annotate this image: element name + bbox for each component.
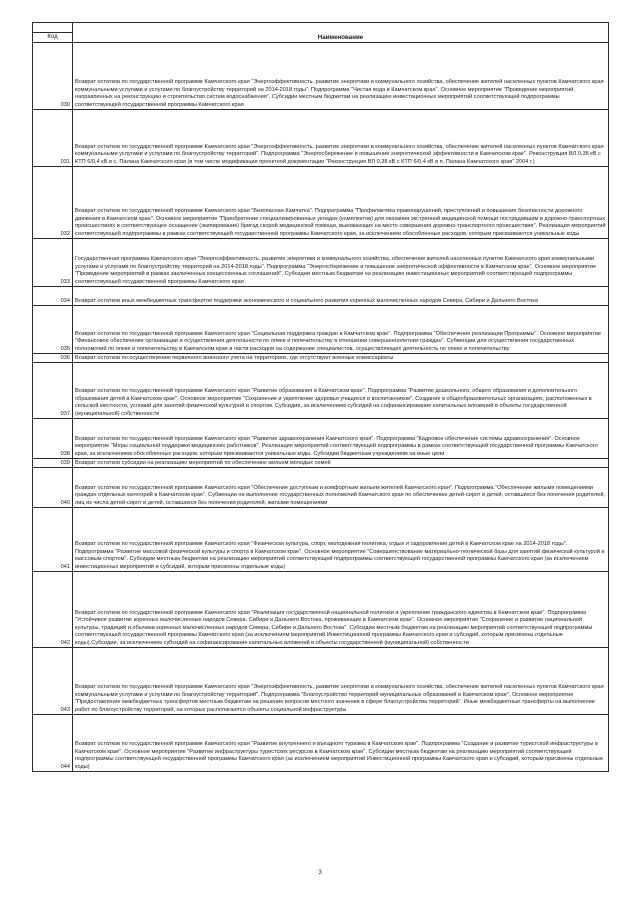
row-description: Возврат остатков по государственной программе Камчатского края "Развитие здравоохранения Камчатского края". Подпрограмма "Кадровое обеспечение системы здравоохранения". Основное мероприятие "Меры социальной поддержки медицинских работников". Реализация мероприятий соответствующей подпрограммы в рамках соответствующей государственной программы Камчатского края, за исключением обособленных расходов, которым присваиваются уникальные коды. Субсидии бюджетным учреждениям на иные цели — [73, 419, 609, 459]
row-code: 036 — [33, 354, 73, 363]
row-description: Возврат остатков по государственной программе Камчатского края "Безопасная Камчатка". Подпрограмма "Профилактика правонарушений, преступлений и повышение безопасности дорожного движения в Камчатском крае". Основное мероприятие "Приобретение специализированных укладок (комплектов) для оказания экстренной медицинской помощи пострадавшим в дорожно-транспортных происшествиях и соответствующее оснащение (экипирование) бригад скорой медицинской помощи, выезжающих на место совершения дорожно-транспортного происшествия". Реализация мероприятий соответствующей подпрограммы в рамках соответствующей государственной программы Камчатского края, за исключением обособленных расходов, которым присваиваются уникальные коды — [73, 167, 609, 239]
table-row — [33, 239, 609, 287]
row-code: 031 — [33, 110, 73, 167]
row-description: Возврат остатков по государственной программе Камчатского края "Обеспечение доступным и комфортным жильем жителей Камчатского края". Подпрограмма "Обеспечение жилыми помещениями граждан отдельных категорий в Камчатском крае". Субвенции на выполнение государственных полномочий Камчатского края по обеспечению детей-сирот и детей, оставшихся без попечения родителей, лиц из числа детей-сирот и детей, оставшихся без попечения родителей, жилыми помещениями — [73, 468, 609, 508]
row-code: 040 — [33, 468, 73, 508]
row-code: 037 — [33, 363, 73, 419]
row-description: Возврат остатков по государственной программе Камчатского края "Реализация государственной национальной политики и укрепление гражданского единства в Камчатском крае". Подпрограмма "Устойчивое развитие коренных малочисленных народов Севера, Сибири и Дальнего Востока, проживающих в Камчатском крае". Основное мероприятие "Сохранение и развитие национальной культуры, традиций и обычаев коренных малочисленных народов Севера, Сибири и Дальнего Востока". Субсидии местным бюджетам на реализацию мероприятий соответствующей подпрограммы соответствующей государственной программы Камчатского края (за исключением мероприятий Инвестиционной программы Камчатского края и субсидий, которым присвоены отдельные коды).Субсидии, за исключением субсидий на софинансирование капитальных вложений в объекты государственной (муниципальной) собственности — [73, 572, 609, 648]
header-name: Наименование — [73, 23, 609, 43]
row-description: Возврат остатков субсидии на реализацию мероприятий по обеспечению жильем молодых семей — [73, 459, 609, 468]
row-code: 039 — [33, 459, 73, 468]
table-row — [33, 508, 609, 572]
row-description: Государственная программа Камчатского края "Энергоэффективность, развитие энергетики и коммунального хозяйства, обеспечение жителей населенных пунктов Камчатского края коммунальными услугами и услугами по благоустройству территорий на 2014-2018 годы". Подпрограмма "Энергосбережение и повышение энергетической эффективности в Камчатском крае". Основное мероприятие "Проведение мероприятий в рамках заключенных концессионных соглашений". Субсидии местным бюджетам на реализацию инвестиционных мероприятий соответствующей подпрограммы соответствующей государственной программы Камчатского края — [73, 239, 609, 287]
table-row — [33, 459, 609, 468]
row-code: 041 — [33, 508, 73, 572]
row-description: Возврат остатков по государственной программе Камчатского края "Энергоэффективность, развитие энергетики и коммунального хозяйства, обеспечение жителей населенных пунктов Камчатского края коммунальными услугами и услугами по благоустройству территорий". Подпрограмма "Энергосбережение и повышение энергетической эффективности в Камчатском крае". Реконструкция ВЛ 0,38 кВ с КТП 6/0,4 кВ в с. Палана Камчатского края (в том числе модификация проектной документации "Реконструкция ВЛ 0,38 кВ с КТП 6/0,4 кВ в п. Палана Камчатского края" 2004 г.) — [73, 110, 609, 167]
table-header-row — [33, 23, 609, 33]
codes-table — [32, 22, 609, 772]
row-description: Возврат остатков по государственной программе Камчатского края "Социальная поддержка граждан в Камчатском крае". Подпрограмма "Обеспечение реализации Программы". Основное мероприятие "Финансовое обеспечение организации и осуществления деятельности по опеке и попечительству в отношении совершеннолетних граждан". Субвенции для осуществления государственных полномочий по опеке и попечительству в Камчатском крае в части расходов на содержание специалистов, осуществляющих деятельность по опеке и попечительству — [73, 306, 609, 354]
table-row — [33, 363, 609, 419]
header-blank-cell — [33, 23, 73, 33]
row-description: Возврат остатков по осуществлению первичного воинского учета на территориях, где отсутствуют военные комиссариаты — [73, 354, 609, 363]
table-row — [33, 306, 609, 354]
row-description: Возврат остатков по государственной программе Камчатского края "Развитие внутреннего и въездного туризма в Камчатском крае". Подпрограмма "Создание и развитие туристской инфраструктуры в Камчатском крае". Основное мероприятие "Развитие инфраструктуры туристских ресурсов в Камчатском крае". Субсидии местным бюджетам на реализацию мероприятий соответствующей подпрограммы соответствующей государственной программы Камчатского края (за исключением мероприятий Инвестиционной программы Камчатского края и субсидий, которым присвоены отдельные коды) — [73, 715, 609, 772]
row-code: 042 — [33, 572, 73, 648]
table-body — [33, 43, 609, 772]
table-row — [33, 715, 609, 772]
table-row — [33, 167, 609, 239]
row-code: 035 — [33, 306, 73, 354]
table-row — [33, 354, 609, 363]
table-row — [33, 110, 609, 167]
row-description: Возврат остатков по государственной программе Камчатского края "Энергоэффективность, развитие энергетики и коммунального хозяйства, обеспечение жителей населенных пунктов Камчатского края коммунальными услугами и услугами по благоустройству территорий". Подпрограмма "Благоустройство территорий муниципальных образований в Камчатском крае". Основное мероприятие "Предоставление межбюджетных трансфертов местным бюджетам на решение вопросов местного значения в сфере благоустройства территорий". Иные межбюджетные трансферты на выполнение работ по благоустройству территорий, на которых располагаются объекты социальной инфраструктуры — [73, 648, 609, 715]
row-code: 032 — [33, 167, 73, 239]
table-row — [33, 43, 609, 110]
page-number: 3 — [318, 870, 322, 876]
document-page — [32, 22, 608, 772]
row-description: Возврат остатков по государственной программе Камчатского края "Развитие образования в Камчатском крае". Подпрограмма "Развитие дошкольного, общего образования и дополнительного образования детей в Камчатском крае". Основное мероприятие "Сохранение и укрепление здоровья учащихся и воспитанников". Создание в общеобразовательных организациях, расположенных в сельской местности, условий для занятий физической культурой и спортом. Субсидии, за исключением субсидий на софинансирование капитальных вложений в объекты государственной (муниципальной) собственности — [73, 363, 609, 419]
row-description: Возврат остатков по государственной программе Камчатского края "Энергоэффективность, развитие энергетики и коммунального хозяйства, обеспечение жителей населенных пунктов Камчатского края коммунальными услугами и услугами по благоустройству территорий на 2014-2018 годы". Подпрограмма "Чистая вода в Камчатском крае". Основное мероприятие "Проведение мероприятий, направленных на реконструкцию и строительство систем водоснабжения". Субсидии местным бюджетам на реализацию инвестиционных мероприятий соответствующей подпрограммы соответствующей государственной программы Камчатского края — [73, 43, 609, 110]
table-row — [33, 648, 609, 715]
row-code: 033 — [33, 239, 73, 287]
table-row — [33, 572, 609, 648]
row-code: 030 — [33, 43, 73, 110]
row-code: 034 — [33, 287, 73, 306]
header-code: Код — [33, 33, 73, 43]
row-code: 038 — [33, 419, 73, 459]
row-description: Возврат остатков иных межбюджетных трансфертов поддержки экономического и социального развития коренных малочисленных народов Севера, Сибири и Дальнего Востока — [73, 287, 609, 306]
row-code: 044 — [33, 715, 73, 772]
table-row — [33, 419, 609, 459]
row-code: 043 — [33, 648, 73, 715]
table-row — [33, 287, 609, 306]
table-row — [33, 468, 609, 508]
row-description: Возврат остатков по государственной программе Камчатского края "Физическая культура, спорт, молодежная политика, отдых и оздоровление детей в Камчатском крае на 2014-2018 годы". Подпрограмма "Развитие массовой физической культуры и спорта в Камчатском крае". Основное мероприятие "Совершенствование материально-технической базы для занятий физической культурой и массовым спортом". Субсидии местным бюджетам на реализацию мероприятий соответствующей подпрограммы соответствующей государственной программы Камчатского края (за исключением инвестиционных мероприятий и субсидий, которым присвоены отдельные коды) — [73, 508, 609, 572]
